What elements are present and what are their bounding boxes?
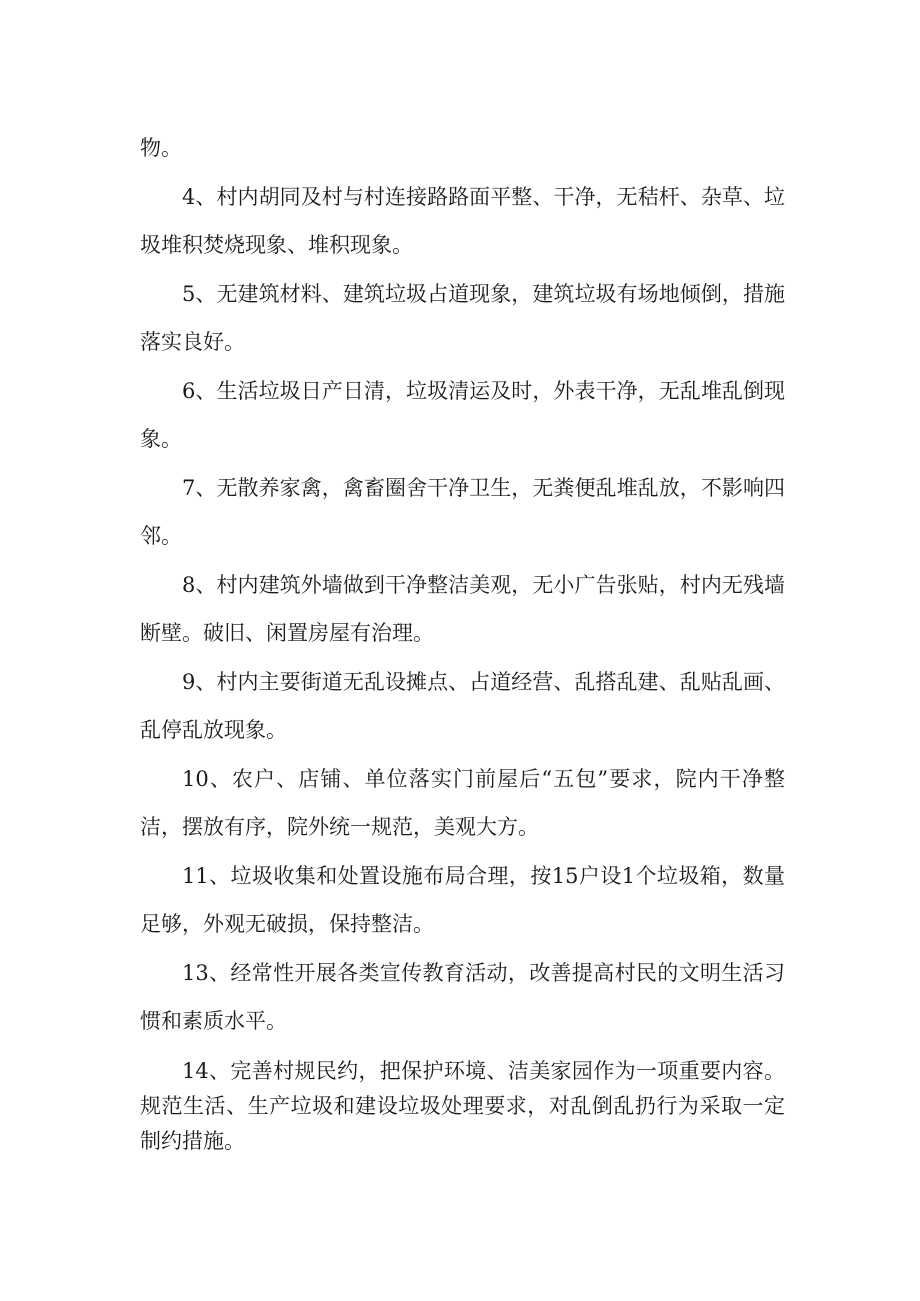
paragraph-item-8: 8、村内建筑外墙做到干净整洁美观，无小广告张贴，村内无残墙断壁。破旧、闲置房屋有治理。 [140, 572, 785, 645]
paragraph-item-5: 5、无建筑材料、建筑垃圾占道现象，建筑垃圾有场地倾倒，措施落实良好。 [140, 281, 785, 354]
paragraph-item-10: 10、农户、店铺、单位落实门前屋后“五包”要求，院内干净整洁，摆放有序，院外统一规范，美观大方。 [140, 766, 785, 839]
paragraph-item-9: 9、村内主要街道无乱设摊点、占道经营、乱搭乱建、乱贴乱画、乱停乱放现象。 [140, 669, 785, 742]
paragraph-item-7: 7、无散养家禽，禽畜圈舍干净卫生，无粪便乱堆乱放，不影响四邻。 [140, 475, 785, 548]
paragraph-continuation: 物。 [140, 136, 182, 160]
document-body [140, 124, 785, 1159]
paragraph-item-13: 13、经常性开展各类宣传教育活动，改善提高村民的文明生活习惯和素质水平。 [140, 960, 785, 1033]
paragraph-item-11: 11、垃圾收集和处置设施布局合理，按15户设1个垃圾箱，数量足够，外观无破损，保持整洁。 [140, 863, 785, 936]
paragraph-item-6: 6、生活垃圾日产日清，垃圾清运及时，外表干净，无乱堆乱倒现象。 [140, 378, 785, 451]
paragraph-item-14: 14、完善村规民约，把保护环境、洁美家园作为一项重要内容。规范生活、生产垃圾和建设垃圾处理要求，对乱倒乱扔行为采取一定制约措施。 [140, 1058, 785, 1153]
paragraph-item-4: 4、村内胡同及村与村连接路路面平整、干净，无秸杆、杂草、垃圾堆积焚烧现象、堆积现象。 [140, 184, 785, 257]
